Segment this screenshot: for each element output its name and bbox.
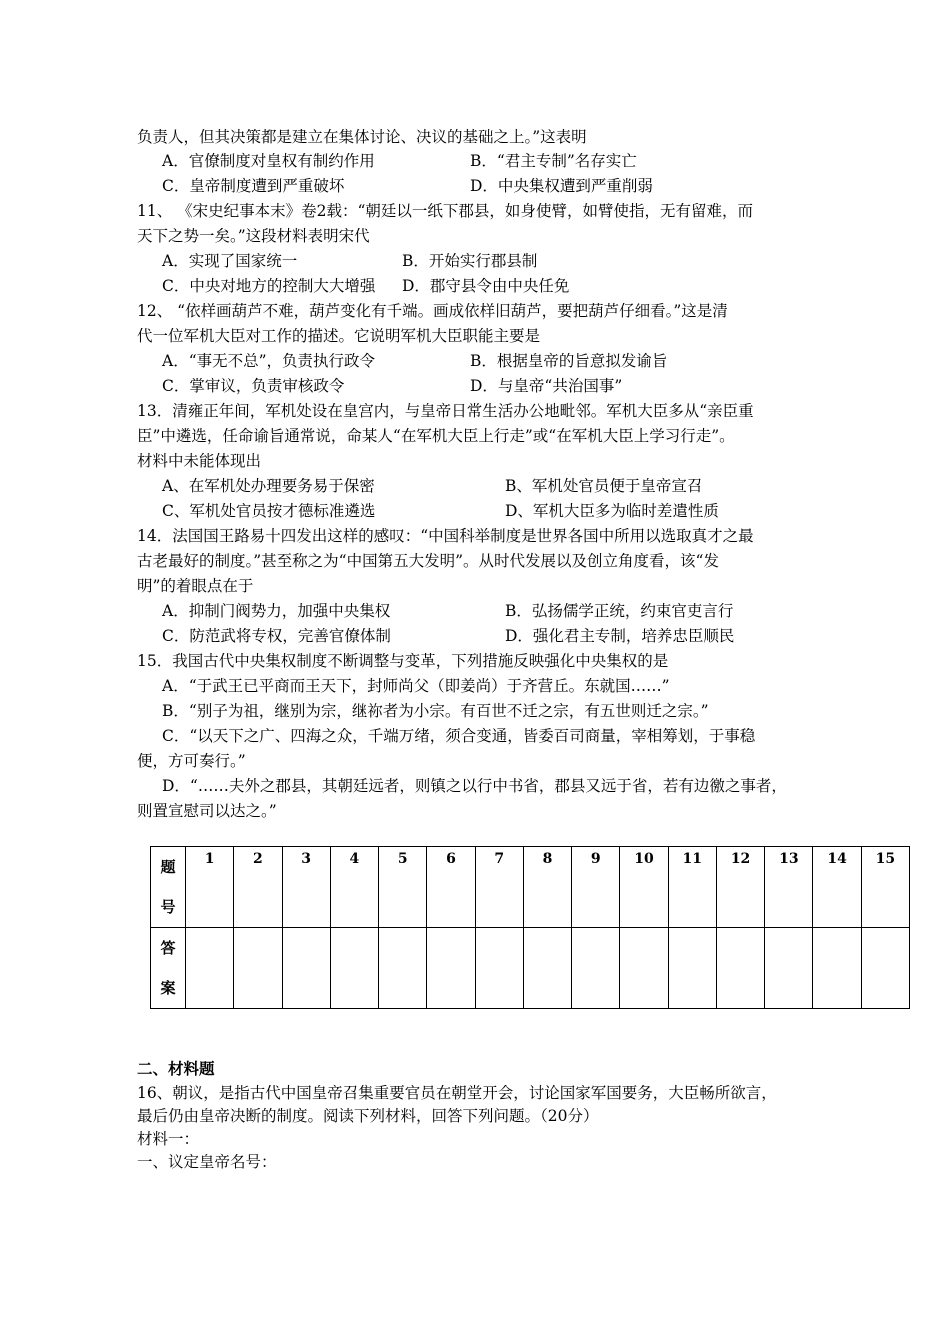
q12-stem-1: 12、 “依样画葫芦不难，葫芦变化有千端。画成依样旧葫芦，要把葫芦仔细看。”这是清 bbox=[137, 302, 728, 320]
q13-stem-1: 13．清雍正年间，军机处设在皇宫内，与皇帝日常生活办公地毗邻。军机大臣多从“亲臣重 bbox=[137, 402, 754, 420]
q12-option-d: D．与皇帝“共治国事” bbox=[470, 377, 623, 395]
number-header-cell bbox=[151, 847, 186, 928]
answer-cell[interactable] bbox=[379, 928, 427, 1009]
answer-cell[interactable] bbox=[186, 928, 234, 1009]
answer-cell[interactable] bbox=[572, 928, 620, 1009]
number-header-char-1: 题 bbox=[160, 858, 176, 876]
answer-cell[interactable] bbox=[427, 928, 475, 1009]
q12-stem-2: 代一位军机大臣对工作的描述。它说明军机大臣职能主要是 bbox=[137, 327, 541, 345]
question-number-cell: 9 bbox=[572, 847, 620, 928]
q14-stem-1: 14．法国国王路易十四发出这样的感叹：“中国科举制度是世界各国中所用以选取真才之最 bbox=[137, 527, 754, 545]
q15-option-d-2: 则置宣慰司以达之。” bbox=[137, 802, 277, 820]
answer-cell[interactable] bbox=[282, 928, 330, 1009]
question-number-cell: 3 bbox=[282, 847, 330, 928]
answer-cell[interactable] bbox=[813, 928, 861, 1009]
question-number-cell: 8 bbox=[523, 847, 571, 928]
q15-option-b: B．“别子为祖，继别为宗，继祢者为小宗。有百世不迁之宗，有五世则迁之宗。” bbox=[162, 702, 709, 720]
q12-option-b: B．根据皇帝的旨意拟发谕旨 bbox=[470, 352, 668, 370]
material-1-label: 材料一： bbox=[137, 1130, 200, 1148]
question-number-cell: 4 bbox=[330, 847, 378, 928]
q14-option-b: B．弘扬儒学正统，约束官吏言行 bbox=[505, 602, 734, 620]
q15-option-d-1: D．“……夫外之郡县，其朝廷远者，则镇之以行中书省，郡县又远于省，若有边徼之事者， bbox=[162, 777, 787, 795]
material-1-item-1: 一、议定皇帝名号： bbox=[137, 1153, 277, 1171]
q10-option-b: B．“君主专制”名存实亡 bbox=[470, 152, 637, 170]
q13-option-c: C、军机处官员按才德标准遴选 bbox=[162, 502, 376, 520]
q14-option-c: C．防范武将专权，完善官僚体制 bbox=[162, 627, 391, 645]
q13-stem-3: 材料中未能体现出 bbox=[137, 452, 262, 470]
q11-option-d: D．郡守县令由中央任免 bbox=[402, 277, 570, 295]
section-2-heading: 二、材料题 bbox=[137, 1059, 215, 1078]
q11-option-b: B．开始实行郡县制 bbox=[402, 252, 538, 270]
q16-stem-1: 16、朝议，是指古代中国皇帝召集重要官员在朝堂开会，讨论国家军国要务，大臣畅所欲言， bbox=[137, 1084, 777, 1102]
answer-cell[interactable] bbox=[620, 928, 668, 1009]
q11-stem-2: 天下之势一矣。”这段材料表明宋代 bbox=[137, 227, 370, 245]
q15-option-a: A．“于武王已平商而王天下，封师尚父（即姜尚）于齐营丘。东就国……” bbox=[162, 677, 670, 695]
answer-cell[interactable] bbox=[523, 928, 571, 1009]
q13-option-d: D、军机大臣多为临时差遣性质 bbox=[505, 502, 719, 520]
q15-option-c-2: 便，方可奏行。” bbox=[137, 752, 246, 770]
q14-option-d: D．强化君主专制，培养忠臣顺民 bbox=[505, 627, 735, 645]
answer-header-char-1: 答 bbox=[160, 939, 176, 957]
q14-option-a: A．抑制门阀势力，加强中央集权 bbox=[162, 602, 391, 620]
number-header-char-2: 号 bbox=[160, 898, 176, 916]
question-number-cell: 7 bbox=[475, 847, 523, 928]
answer-cell[interactable] bbox=[475, 928, 523, 1009]
q11-stem-1: 11、 《宋史纪事本末》卷2载：“朝廷以一纸下郡县，如身使臂，如臂使指，无有留难，而 bbox=[137, 202, 753, 220]
answer-cell[interactable] bbox=[716, 928, 764, 1009]
question-number-cell: 13 bbox=[765, 847, 813, 928]
q15-option-c-1: C．“以天下之广、四海之众，千端万绪，须合变通，皆委百司商量，宰相筹划，于事稳 bbox=[162, 727, 756, 745]
question-number-cell: 1 bbox=[186, 847, 234, 928]
question-number-cell: 6 bbox=[427, 847, 475, 928]
q10-option-d: D．中央集权遭到严重削弱 bbox=[470, 177, 653, 195]
question-number-cell: 12 bbox=[716, 847, 764, 928]
q10-stem-end: 负责人，但其决策都是建立在集体讨论、决议的基础之上。”这表明 bbox=[137, 128, 587, 146]
question-number-cell: 2 bbox=[234, 847, 282, 928]
q16-stem-2: 最后仍由皇帝决断的制度。阅读下列材料，回答下列问题。（20分） bbox=[137, 1107, 599, 1125]
q12-option-c: C．掌审议，负责审核政令 bbox=[162, 377, 345, 395]
answer-header-char-2: 案 bbox=[160, 979, 176, 997]
question-number-cell: 5 bbox=[379, 847, 427, 928]
q14-stem-2: 古老最好的制度。”甚至称之为“中国第五大发明”。从时代发展以及创立角度看，该“发 bbox=[137, 552, 719, 570]
question-number-cell: 14 bbox=[813, 847, 861, 928]
question-number-cell: 10 bbox=[620, 847, 668, 928]
answer-cell[interactable] bbox=[330, 928, 378, 1009]
answer-table bbox=[150, 846, 910, 1009]
q13-option-a: A、在军机处办理要务易于保密 bbox=[162, 477, 375, 495]
question-number-cell: 15 bbox=[861, 847, 909, 928]
q10-option-a: A．官僚制度对皇权有制约作用 bbox=[162, 152, 375, 170]
q14-stem-3: 明”的着眼点在于 bbox=[137, 577, 254, 595]
q13-stem-2: 臣”中遴选，任命谕旨通常说，命某人“在军机大臣上行走”或“在军机大臣上学习行走”。 bbox=[137, 427, 735, 445]
answer-cell[interactable] bbox=[668, 928, 716, 1009]
answer-cell[interactable] bbox=[234, 928, 282, 1009]
q13-option-b: B、军机处官员便于皇帝宣召 bbox=[505, 477, 703, 495]
answer-table-number-row bbox=[151, 847, 910, 928]
q11-option-c: C．中央对地方的控制大大增强 bbox=[162, 277, 376, 295]
answer-cell[interactable] bbox=[861, 928, 909, 1009]
q10-option-c: C．皇帝制度遭到严重破坏 bbox=[162, 177, 345, 195]
q11-option-a: A．实现了国家统一 bbox=[162, 252, 298, 270]
answer-header-cell bbox=[151, 928, 186, 1009]
answer-table-answer-row bbox=[151, 928, 910, 1009]
q15-stem: 15．我国古代中央集权制度不断调整与变革，下列措施反映强化中央集权的是 bbox=[137, 652, 669, 670]
q12-option-a: A．“事无不总”，负责执行政令 bbox=[162, 352, 376, 370]
answer-cell[interactable] bbox=[765, 928, 813, 1009]
question-number-cell: 11 bbox=[668, 847, 716, 928]
